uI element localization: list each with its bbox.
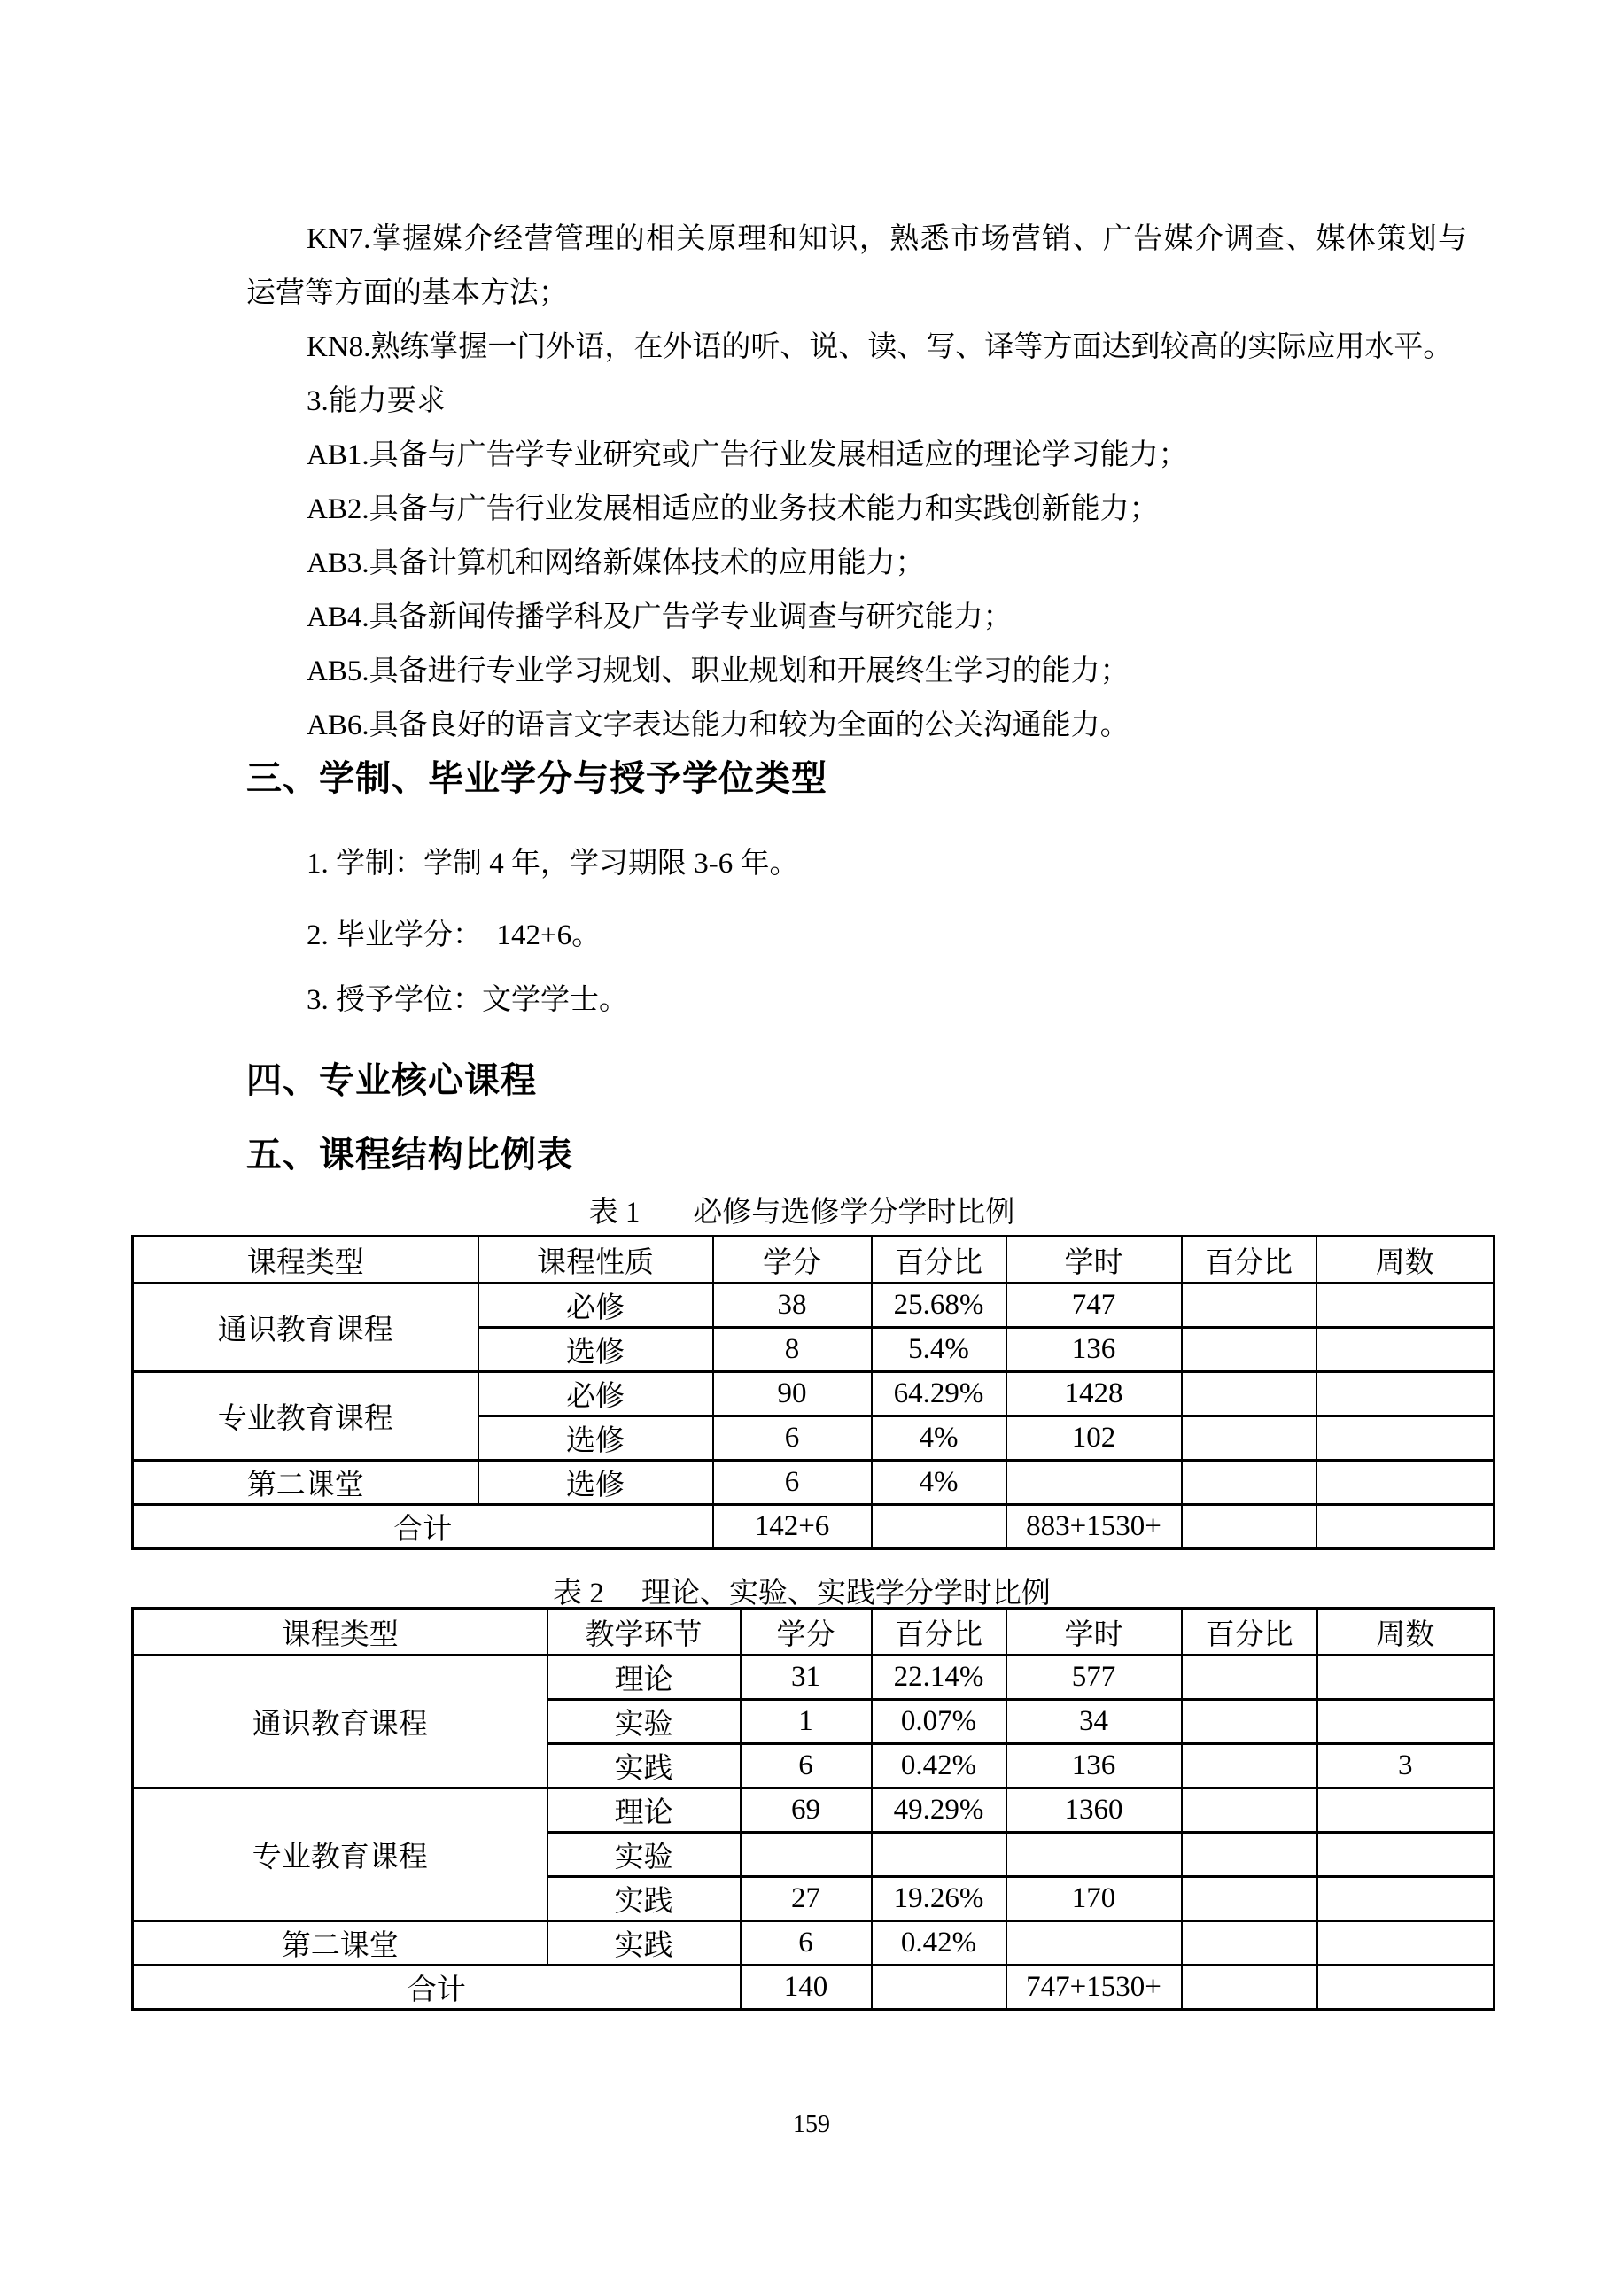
- t1-header-weeks: 周数: [1316, 1237, 1495, 1284]
- t2-group-professional-education: 专业教育课程: [133, 1788, 547, 1921]
- t1-header-course-nature: 课程性质: [478, 1237, 713, 1284]
- table-cell: [1317, 1656, 1495, 1700]
- table-cell: [1182, 1700, 1317, 1744]
- t2-group-second-classroom: 第二课堂: [133, 1921, 547, 1966]
- table-cell: 577: [1006, 1656, 1182, 1700]
- table-cell: 0.42%: [872, 1921, 1006, 1966]
- t2-total-label: 合计: [133, 1966, 741, 2010]
- table-cell: 27: [741, 1877, 872, 1921]
- t1-header-percent: 百分比: [872, 1237, 1006, 1284]
- table-cell: 0.42%: [872, 1744, 1006, 1788]
- table-cell: [1182, 1966, 1317, 2010]
- list-item-schooling-years: 1. 学制：学制 4 年，学习期限 3-6 年。: [307, 848, 799, 880]
- t2-header-credits: 学分: [741, 1609, 872, 1656]
- table-row: [133, 1461, 1495, 1505]
- table-cell: 4%: [872, 1416, 1006, 1461]
- table-cell: 选修: [478, 1328, 713, 1372]
- table1-caption-title: 必修与选修学分学时比例: [693, 1197, 1015, 1229]
- table-cell: [1316, 1461, 1495, 1505]
- table-cell: 实验: [547, 1833, 741, 1877]
- table-cell: 747+1530+: [1006, 1966, 1182, 2010]
- table-cell: 69: [741, 1788, 872, 1833]
- table-cell: [1182, 1372, 1316, 1416]
- table-cell: [1182, 1328, 1316, 1372]
- table-cell: 6: [741, 1744, 872, 1788]
- table-cell: 22.14%: [872, 1656, 1006, 1700]
- table-row: [133, 1921, 1495, 1966]
- table-row: [133, 1788, 1495, 1833]
- list-item-graduation-credits: 2. 毕业学分： 142+6。: [307, 919, 602, 951]
- table-row: [133, 1284, 1495, 1328]
- table-cell: 必修: [478, 1372, 713, 1416]
- table-cell: 实践: [547, 1877, 741, 1921]
- table-cell: [1182, 1833, 1317, 1877]
- t2-header-percent: 百分比: [872, 1609, 1006, 1656]
- t2-header-percent2: 百分比: [1182, 1609, 1317, 1656]
- table-cell: [1316, 1284, 1495, 1328]
- table2-caption-label: 表 2: [553, 1578, 604, 1610]
- table-cell: 实践: [547, 1744, 741, 1788]
- table-cell: [1317, 1921, 1495, 1966]
- table-cell: 64.29%: [872, 1372, 1006, 1416]
- paragraph-kn7-line2: 运营等方面的基本方法；: [246, 277, 568, 309]
- table-cell: 1360: [1006, 1788, 1182, 1833]
- table2-caption-title: 理论、实验、实践学分学时比例: [641, 1578, 1051, 1610]
- table-cell: 747: [1006, 1284, 1182, 1328]
- table-cell: [1316, 1505, 1495, 1549]
- paragraph-ab5: AB5.具备进行专业学习规划、职业规划和开展终生学习的能力；: [307, 655, 1130, 687]
- paragraph-ability-title: 3.能力要求: [307, 385, 446, 417]
- table-cell: 31: [741, 1656, 872, 1700]
- table-cell: 选修: [478, 1416, 713, 1461]
- table-cell: 883+1530+: [1006, 1505, 1182, 1549]
- t1-total-label: 合计: [133, 1505, 713, 1549]
- table-cell: [1006, 1461, 1182, 1505]
- table-cell: 142+6: [713, 1505, 872, 1549]
- t2-header-course-type: 课程类型: [133, 1609, 547, 1656]
- table-cell: 4%: [872, 1461, 1006, 1505]
- table-cell: [872, 1833, 1006, 1877]
- t1-header-course-type: 课程类型: [133, 1237, 478, 1284]
- table-cell: [1182, 1656, 1317, 1700]
- t1-group-professional-education: 专业教育课程: [133, 1372, 478, 1461]
- paragraph-ab2: AB2.具备与广告行业发展相适应的业务技术能力和实践创新能力；: [307, 493, 1159, 525]
- table-cell: 34: [1006, 1700, 1182, 1744]
- table-cell: 实践: [547, 1921, 741, 1966]
- table-cell: 选修: [478, 1461, 713, 1505]
- table-cell: 19.26%: [872, 1877, 1006, 1921]
- table-cell: 170: [1006, 1877, 1182, 1921]
- section-heading-5: 五、课程结构比例表: [246, 1136, 573, 1175]
- table2-caption: [0, 1570, 1604, 1611]
- t1-group-general-education: 通识教育课程: [133, 1284, 478, 1372]
- table-cell: 6: [741, 1921, 872, 1966]
- body-text-block: [246, 213, 1467, 753]
- table-cell: [1182, 1877, 1317, 1921]
- table-cell: 6: [713, 1461, 872, 1505]
- paragraph-ab4: AB4.具备新闻传播学科及广告学专业调查与研究能力；: [307, 601, 1013, 633]
- t2-header-weeks: 周数: [1317, 1609, 1495, 1656]
- paragraph-kn8: KN8.熟练掌握一门外语，在外语的听、说、读、写、译等方面达到较高的实际应用水平。: [307, 331, 1453, 363]
- table-row: [133, 1237, 1495, 1284]
- table-row: [133, 1372, 1495, 1416]
- table-cell: 0.07%: [872, 1700, 1006, 1744]
- t1-group-second-classroom: 第二课堂: [133, 1461, 478, 1505]
- table-cell: 实验: [547, 1700, 741, 1744]
- paragraph-kn7-line1: KN7.掌握媒介经营管理的相关原理和知识，熟悉市场营销、广告媒介调查、媒体策划与: [307, 223, 1467, 255]
- section-heading-4: 四、专业核心课程: [246, 1061, 537, 1100]
- page-number: 159: [793, 2111, 830, 2138]
- table-cell: 1: [741, 1700, 872, 1744]
- table-cell: [872, 1505, 1006, 1549]
- table-cell: 理论: [547, 1656, 741, 1700]
- table-cell: [1006, 1921, 1182, 1966]
- table-cell: 90: [713, 1372, 872, 1416]
- table-cell: 136: [1006, 1328, 1182, 1372]
- table-cell: 必修: [478, 1284, 713, 1328]
- t2-header-hours: 学时: [1006, 1609, 1182, 1656]
- table-cell: 136: [1006, 1744, 1182, 1788]
- table-theory-experiment-practice-ratio: [131, 1607, 1495, 2011]
- section-heading-3: 三、学制、毕业学分与授予学位类型: [246, 759, 827, 798]
- table-cell: [1182, 1416, 1316, 1461]
- table1-caption-label: 表 1: [588, 1197, 641, 1229]
- table-cell: [1317, 1966, 1495, 2010]
- table-cell: 5.4%: [872, 1328, 1006, 1372]
- table-cell: [1317, 1833, 1495, 1877]
- table-required-elective-ratio: [131, 1235, 1495, 1550]
- table-cell: [1316, 1372, 1495, 1416]
- table-cell: [1182, 1744, 1317, 1788]
- table-row: [133, 1609, 1495, 1656]
- t2-group-general-education: 通识教育课程: [133, 1656, 547, 1788]
- table-cell: 140: [741, 1966, 872, 2010]
- table-cell: [1317, 1788, 1495, 1833]
- table-cell: [1317, 1877, 1495, 1921]
- table-cell: 49.29%: [872, 1788, 1006, 1833]
- table-cell: [872, 1966, 1006, 2010]
- table-cell: [1182, 1788, 1317, 1833]
- table-cell: 3: [1317, 1744, 1495, 1788]
- table-cell: [1182, 1284, 1316, 1328]
- paragraph-ab3: AB3.具备计算机和网络新媒体技术的应用能力；: [307, 547, 925, 579]
- table-cell: 38: [713, 1284, 872, 1328]
- table-cell: 1428: [1006, 1372, 1182, 1416]
- table-cell: [1182, 1461, 1316, 1505]
- table-cell: 25.68%: [872, 1284, 1006, 1328]
- table1-caption: [0, 1189, 1604, 1230]
- table-cell: [1182, 1921, 1317, 1966]
- table-cell: [741, 1833, 872, 1877]
- table-cell: [1317, 1700, 1495, 1744]
- t1-header-hours: 学时: [1006, 1237, 1182, 1284]
- paragraph-ab1: AB1.具备与广告学专业研究或广告行业发展相适应的理论学习能力；: [307, 439, 1188, 471]
- paragraph-ab6: AB6.具备良好的语言文字表达能力和较为全面的公关沟通能力。: [307, 710, 1130, 741]
- table-cell: [1006, 1833, 1182, 1877]
- table-row: [133, 1505, 1495, 1549]
- table-row: [133, 1656, 1495, 1700]
- table-cell: [1316, 1416, 1495, 1461]
- table-cell: 102: [1006, 1416, 1182, 1461]
- table-cell: [1316, 1328, 1495, 1372]
- table-row: [133, 1966, 1495, 2010]
- t2-header-teaching-segment: 教学环节: [547, 1609, 741, 1656]
- t1-header-percent2: 百分比: [1182, 1237, 1316, 1284]
- t1-header-credits: 学分: [713, 1237, 872, 1284]
- table-cell: 6: [713, 1416, 872, 1461]
- list-item-degree: 3. 授予学位：文学学士。: [307, 984, 628, 1016]
- table-cell: [1182, 1505, 1316, 1549]
- table-cell: 8: [713, 1328, 872, 1372]
- table-cell: 理论: [547, 1788, 741, 1833]
